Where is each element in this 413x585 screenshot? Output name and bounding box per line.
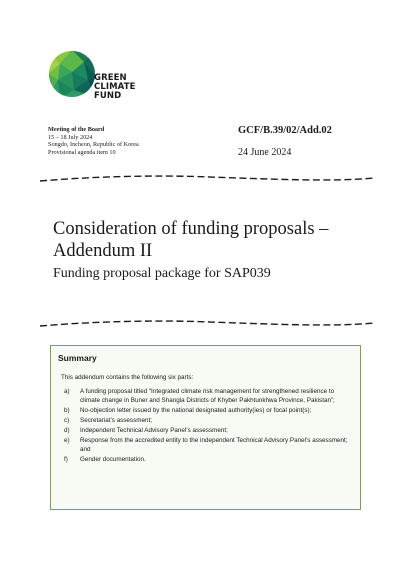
meeting-title: Meeting of the Board bbox=[48, 126, 105, 133]
document-date: 24 June 2024 bbox=[238, 147, 292, 158]
list-item-label: f) bbox=[64, 455, 68, 463]
decorative-divider-top bbox=[40, 175, 375, 183]
list-item bbox=[61, 417, 353, 426]
page-subtitle: Funding proposal package for SAP039 bbox=[53, 266, 271, 281]
logo-line-fund: FUND bbox=[94, 91, 122, 101]
logo-line-green: GREEN bbox=[94, 73, 127, 83]
summary-parts-list bbox=[61, 388, 353, 466]
document-reference bbox=[238, 125, 332, 158]
list-item-text: Gender documentation. bbox=[80, 455, 146, 463]
list-item-label: c) bbox=[64, 416, 70, 424]
list-item bbox=[61, 407, 353, 416]
summary-heading: Summary bbox=[58, 353, 97, 363]
meeting-info bbox=[48, 126, 139, 156]
list-item-label: a) bbox=[64, 388, 70, 395]
list-item-text: A funding proposal titled “Integrated climate risk management for strengthened resilience to climate change in Buner and Shangla Districts of Khyber Pakhtunkhwa Province, Pakistan”; bbox=[80, 388, 335, 404]
globe-icon bbox=[48, 50, 96, 98]
logo-line-climate: CLIMATE bbox=[94, 82, 136, 92]
page-title: Consideration of funding proposals – Addendum II bbox=[53, 219, 329, 261]
logo-text bbox=[94, 74, 136, 101]
list-item bbox=[61, 437, 353, 454]
list-item bbox=[61, 456, 353, 465]
list-item-text: Secretariat’s assessment; bbox=[80, 416, 152, 424]
list-item-label: e) bbox=[64, 436, 70, 444]
summary-box bbox=[50, 345, 361, 510]
document-code: GCF/B.39/02/Add.02 bbox=[238, 125, 332, 136]
gcf-logo bbox=[48, 50, 144, 102]
list-item bbox=[61, 427, 353, 436]
meeting-dates: 15 – 18 July 2024 bbox=[48, 133, 93, 141]
meeting-location: Songdo, Incheon, Republic of Korea bbox=[48, 141, 139, 149]
summary-intro: This addendum contains the following six parts: bbox=[61, 374, 194, 381]
list-item-text: No-objection letter issued by the national designated authority(ies) or focal point(s); bbox=[80, 406, 312, 414]
meeting-agenda: Provisional agenda item 10 bbox=[48, 148, 116, 156]
list-item-text: Independent Technical Advisory Panel’s assessment; bbox=[80, 426, 228, 434]
list-item-label: b) bbox=[64, 406, 70, 414]
decorative-divider-bottom bbox=[40, 320, 375, 328]
list-item bbox=[61, 388, 353, 405]
list-item-text: Response from the accredited entity to the independent Technical Advisory Panel’s assessment; and bbox=[80, 436, 348, 453]
list-item-label: d) bbox=[64, 426, 70, 434]
